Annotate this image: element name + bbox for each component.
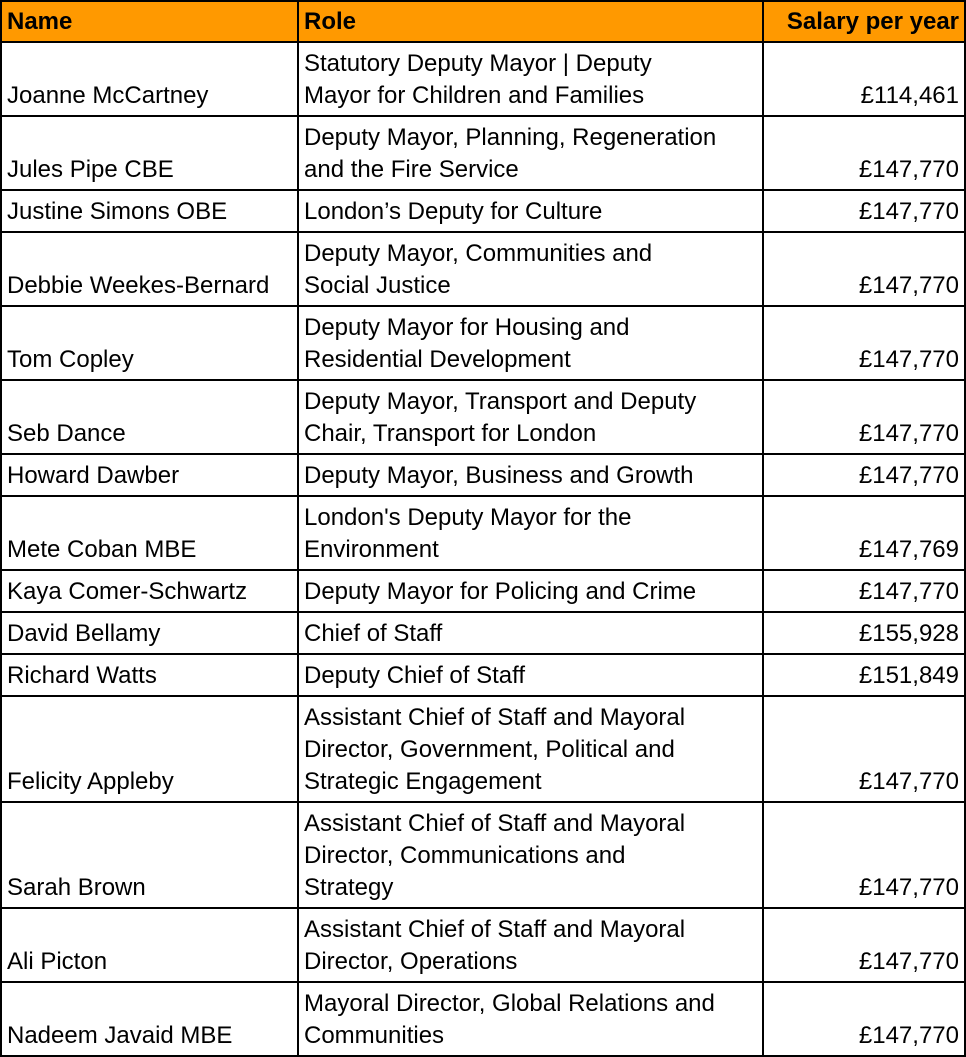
role-line: London's Deputy Mayor for the [304, 504, 632, 531]
cell-role [298, 612, 763, 654]
header-name: Name [1, 1, 298, 42]
role-line: Chief of Staff [304, 620, 443, 647]
cell-salary: £147,770 [763, 982, 965, 1056]
role-line: Deputy Chief of Staff [304, 662, 526, 689]
cell-role [298, 454, 763, 496]
cell-role [298, 42, 763, 116]
role-line: Deputy Mayor for Housing and [304, 314, 630, 341]
role-line: Mayoral Director, Global Relations and [304, 990, 715, 1017]
cell-name: Kaya Comer-Schwartz [1, 570, 298, 612]
cell-salary: £147,769 [763, 496, 965, 570]
cell-role [298, 654, 763, 696]
role-line: Residential Development [304, 346, 571, 373]
table-row [1, 116, 965, 190]
cell-salary: £147,770 [763, 454, 965, 496]
table-row [1, 42, 965, 116]
table-row [1, 190, 965, 232]
table-row [1, 654, 965, 696]
cell-role [298, 232, 763, 306]
table-row [1, 496, 965, 570]
cell-salary: £147,770 [763, 802, 965, 908]
cell-salary: £151,849 [763, 654, 965, 696]
role-line: Statutory Deputy Mayor | Deputy [304, 50, 652, 77]
role-line: Deputy Mayor for Policing and Crime [304, 578, 697, 605]
cell-name: Richard Watts [1, 654, 298, 696]
role-line: London’s Deputy for Culture [304, 198, 603, 225]
role-line: Director, Communications and [304, 842, 626, 869]
cell-name: Howard Dawber [1, 454, 298, 496]
header-salary: Salary per year [763, 1, 965, 42]
role-line: Director, Operations [304, 948, 518, 975]
role-line: Assistant Chief of Staff and Mayoral [304, 916, 686, 943]
table-row [1, 802, 965, 908]
table-row [1, 612, 965, 654]
role-line: Mayor for Children and Families [304, 82, 645, 109]
cell-name: Mete Coban MBE [1, 496, 298, 570]
role-line: Chair, Transport for London [304, 420, 597, 447]
cell-role [298, 380, 763, 454]
cell-role [298, 982, 763, 1056]
cell-name: Seb Dance [1, 380, 298, 454]
table-body [1, 42, 965, 1056]
cell-salary: £114,461 [763, 42, 965, 116]
role-line: Strategy [304, 874, 394, 901]
role-line: Social Justice [304, 272, 451, 299]
role-line: Assistant Chief of Staff and Mayoral [304, 810, 686, 837]
cell-role [298, 190, 763, 232]
table-row [1, 232, 965, 306]
cell-name: Jules Pipe CBE [1, 116, 298, 190]
table-row [1, 696, 965, 802]
cell-role [298, 696, 763, 802]
table-row [1, 908, 965, 982]
role-line: Deputy Mayor, Planning, Regeneration [304, 124, 717, 151]
cell-role [298, 802, 763, 908]
cell-name: Joanne McCartney [1, 42, 298, 116]
table-row [1, 982, 965, 1056]
role-line: Deputy Mayor, Transport and Deputy [304, 388, 697, 415]
cell-salary: £147,770 [763, 696, 965, 802]
cell-name: Justine Simons OBE [1, 190, 298, 232]
role-line: Communities [304, 1022, 445, 1049]
table-row [1, 454, 965, 496]
cell-name: Sarah Brown [1, 802, 298, 908]
table-row [1, 570, 965, 612]
header-role: Role [298, 1, 763, 42]
cell-name: Tom Copley [1, 306, 298, 380]
role-line: Environment [304, 536, 439, 563]
cell-role [298, 116, 763, 190]
cell-salary: £147,770 [763, 306, 965, 380]
cell-salary: £147,770 [763, 908, 965, 982]
role-line: Deputy Mayor, Communities and [304, 240, 653, 267]
cell-salary: £147,770 [763, 570, 965, 612]
cell-salary: £147,770 [763, 116, 965, 190]
table-row [1, 380, 965, 454]
cell-salary: £147,770 [763, 190, 965, 232]
cell-role [298, 496, 763, 570]
cell-name: Debbie Weekes-Bernard [1, 232, 298, 306]
cell-salary: £155,928 [763, 612, 965, 654]
cell-salary: £147,770 [763, 380, 965, 454]
header-row [1, 1, 965, 42]
cell-name: Nadeem Javaid MBE [1, 982, 298, 1056]
cell-role [298, 908, 763, 982]
cell-name: Ali Picton [1, 908, 298, 982]
cell-role [298, 306, 763, 380]
role-line: Director, Government, Political and [304, 736, 675, 763]
cell-role [298, 570, 763, 612]
table-row [1, 306, 965, 380]
cell-name: Felicity Appleby [1, 696, 298, 802]
role-line: and the Fire Service [304, 156, 519, 183]
cell-salary: £147,770 [763, 232, 965, 306]
cell-name: David Bellamy [1, 612, 298, 654]
role-line: Assistant Chief of Staff and Mayoral [304, 704, 686, 731]
role-line: Strategic Engagement [304, 768, 542, 795]
role-line: Deputy Mayor, Business and Growth [304, 462, 694, 489]
